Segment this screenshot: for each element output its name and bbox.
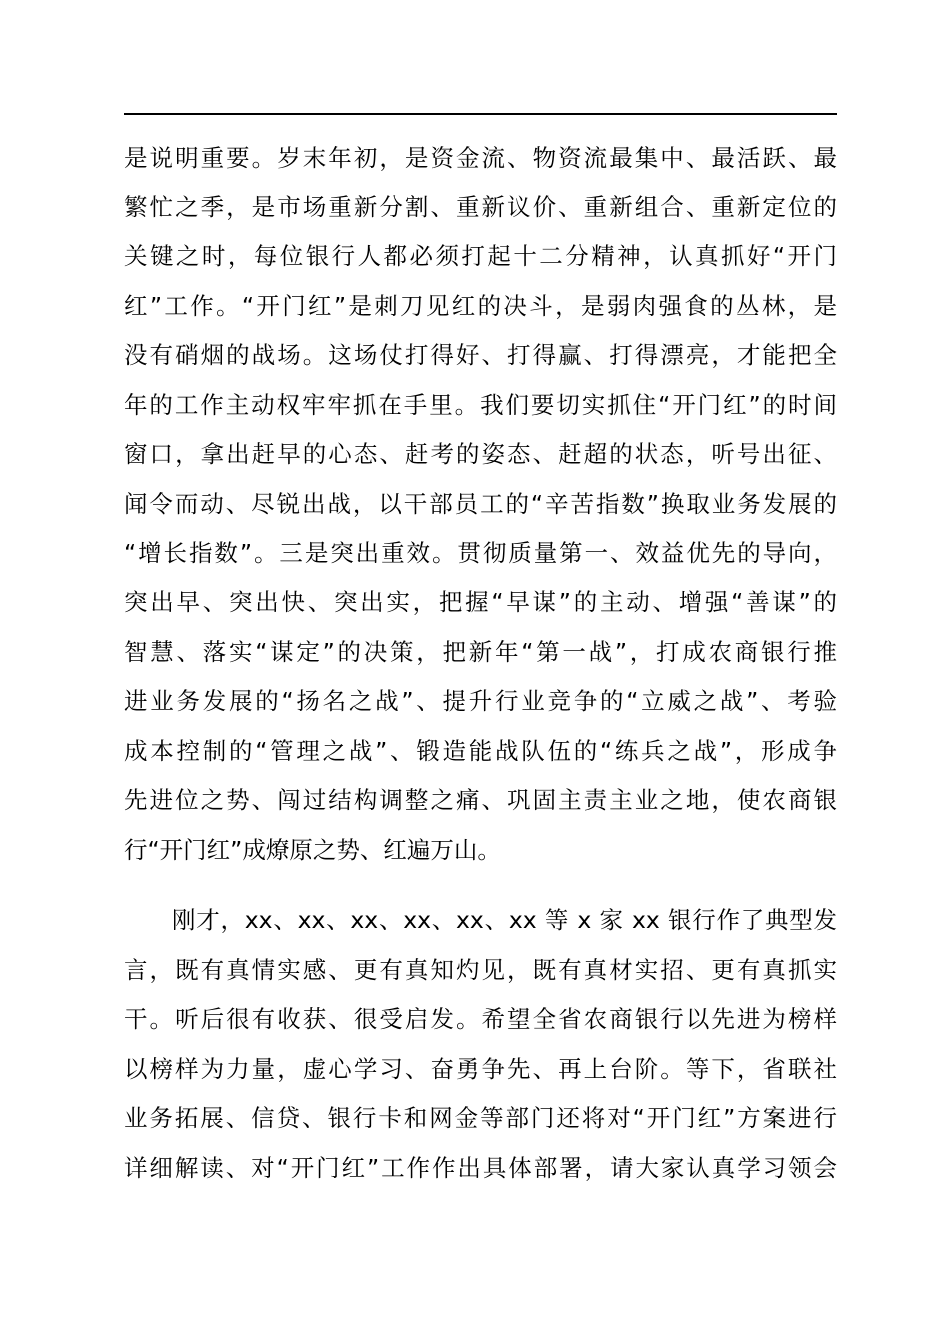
paragraph-2-line-2: 言，既有真情实感、更有真知灼见，既有真材实招、更有真抓实	[124, 956, 837, 984]
paragraph-1-line-5: 没有硝烟的战场。这场仗打得好、打得赢、打得漂亮，才能把全	[124, 341, 837, 369]
paragraph-1-line-14: 先进位之势、闯过结构调整之痛、巩固主责主业之地，使农商银	[124, 786, 837, 814]
paragraph-2-line-1: 刚才，xx、xx、xx、xx、xx、xx 等 x 家 xx 银行作了典型发	[172, 906, 837, 934]
paragraph-2-line-4: 以榜样为力量，虚心学习、奋勇争先、再上台阶。等下，省联社	[124, 1055, 837, 1083]
paragraph-1-line-6: 年的工作主动权牢牢抓在手里。我们要切实抓住“开门红”的时间	[124, 391, 837, 419]
paragraph-1-line-11: 智慧、落实“谋定”的决策，把新年“第一战”，打成农商银行推	[124, 638, 837, 666]
paragraph-1-line-13: 成本控制的“管理之战”、锻造能战队伍的“练兵之战”，形成争	[124, 737, 837, 765]
paragraph-1-line-1: 是说明重要。岁末年初，是资金流、物资流最集中、最活跃、最	[124, 144, 837, 172]
paragraph-1-line-8: 闻令而动、尽锐出战，以干部员工的“辛苦指数”换取业务发展的	[124, 490, 837, 518]
paragraph-2-line-6: 详细解读、对“开门红”工作作出具体部署，请大家认真学习领会	[124, 1154, 837, 1182]
paragraph-1-line-9: “增长指数”。三是突出重效。贯彻质量第一、效益优先的导向，	[124, 539, 837, 567]
paragraph-2-line-3: 干。听后很有收获、很受启发。希望全省农商银行以先进为榜样	[124, 1005, 837, 1033]
paragraph-1-line-15: 行“开门红”成燎原之势、红遍万山。	[124, 836, 501, 864]
paragraph-2-line-5: 业务拓展、信贷、银行卡和网金等部门还将对“开门红”方案进行	[124, 1104, 837, 1132]
paragraph-1-line-3: 关键之时，每位银行人都必须打起十二分精神，认真抓好“开门	[124, 242, 837, 270]
paragraph-1-line-7: 窗口，拿出赶早的心态、赶考的姿态、赶超的状态，听号出征、	[124, 440, 837, 468]
header-rule	[124, 113, 837, 115]
paragraph-1-line-10: 突出早、突出快、突出实，把握“早谋”的主动、增强“善谋”的	[124, 588, 837, 616]
paragraph-1-line-2: 繁忙之季，是市场重新分割、重新议价、重新组合、重新定位的	[124, 193, 837, 221]
paragraph-1-line-12: 进业务发展的“扬名之战”、提升行业竞争的“立威之战”、考验	[124, 687, 837, 715]
paragraph-1-line-4: 红”工作。“开门红”是刺刀见红的决斗，是弱肉强食的丛林，是	[124, 292, 837, 320]
